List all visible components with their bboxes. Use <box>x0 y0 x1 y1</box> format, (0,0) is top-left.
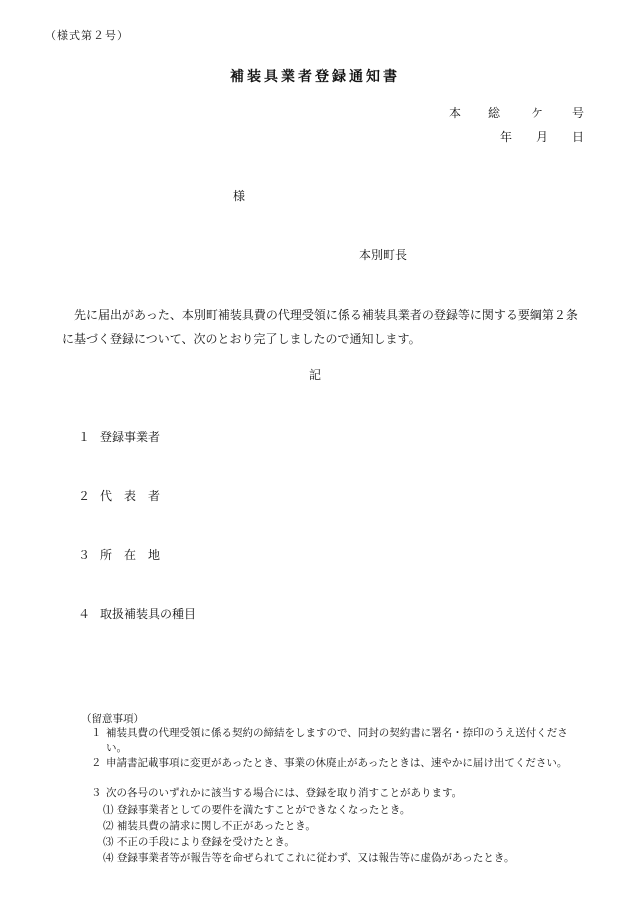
note-3 <box>91 786 581 801</box>
item-label: 所 在 地 <box>100 548 161 562</box>
date-year: 年 <box>500 130 513 144</box>
sub-note-number: ⑵ <box>103 820 114 832</box>
reference-label: ケ <box>531 106 544 120</box>
reference-prefix: 本 <box>449 106 462 120</box>
sub-note-number: ⑶ <box>103 836 114 848</box>
sub-note-text: 補装具費の請求に関し不正があったとき。 <box>116 820 316 832</box>
sub-note-2 <box>103 818 316 833</box>
note-text: 次の各号のいずれかに該当する場合には、登録を取り消すことがあります。 <box>106 787 463 799</box>
notes-title: （留意事項） <box>81 713 144 725</box>
sub-note-number: ⑴ <box>103 804 114 816</box>
date-day: 日 <box>572 130 585 144</box>
note-text: 申請書記載事項に変更があったとき、事業の休廃止があったときは、速やかに届け出てください。 <box>106 757 568 769</box>
ki-heading: 記 <box>308 368 321 382</box>
item-number: ２ <box>78 489 91 503</box>
item-address <box>78 546 160 563</box>
reference-series: 総 <box>488 106 501 120</box>
note-text: 補装具費の代理受領に係る契約の締結をしますので、同封の契約書に署名・捺印のうえ送付ください。 <box>106 727 568 754</box>
body-paragraph <box>62 303 588 351</box>
form-number: （様式第２号） <box>45 29 129 42</box>
note-2 <box>91 756 581 771</box>
reference-suffix: 号 <box>572 106 585 120</box>
item-number: ３ <box>78 548 91 562</box>
item-label: 登録事業者 <box>100 430 161 444</box>
document-title: 補装具業者登録通知書 <box>230 69 400 85</box>
note-number: ２ <box>91 757 102 769</box>
item-number: ４ <box>78 607 91 621</box>
body-line-2: に基づく登録について、次のとおり完了しましたので通知します。 <box>62 332 421 346</box>
item-representative <box>78 487 160 504</box>
sub-note-number: ⑷ <box>103 852 114 864</box>
note-number: １ <box>91 727 102 739</box>
sub-note-1 <box>103 802 410 817</box>
date-month: 月 <box>536 130 549 144</box>
item-label: 代 表 者 <box>100 489 161 503</box>
note-number: ３ <box>91 787 102 799</box>
item-label: 取扱補装具の種目 <box>100 607 197 621</box>
item-device-types <box>78 605 196 622</box>
sub-note-text: 登録事業者としての要件を満たすことができなくなったとき。 <box>116 804 411 816</box>
item-registered-business <box>78 428 160 445</box>
note-1 <box>91 726 581 756</box>
addressee-honorific: 様 <box>233 189 246 203</box>
sub-note-text: 不正の手段により登録を受けたとき。 <box>116 836 295 848</box>
sub-note-4 <box>103 850 514 865</box>
item-number: １ <box>78 430 91 444</box>
issuer-name: 本別町長 <box>359 248 408 262</box>
body-line-1: 先に届出があった、本別町補装具費の代理受領に係る補装具業者の登録等に関する要綱第２条 <box>74 308 578 322</box>
sub-note-text: 登録事業者等が報告等を命ぜられてこれに従わず、又は報告等に虚偽があったとき。 <box>116 852 515 864</box>
sub-note-3 <box>103 834 295 849</box>
